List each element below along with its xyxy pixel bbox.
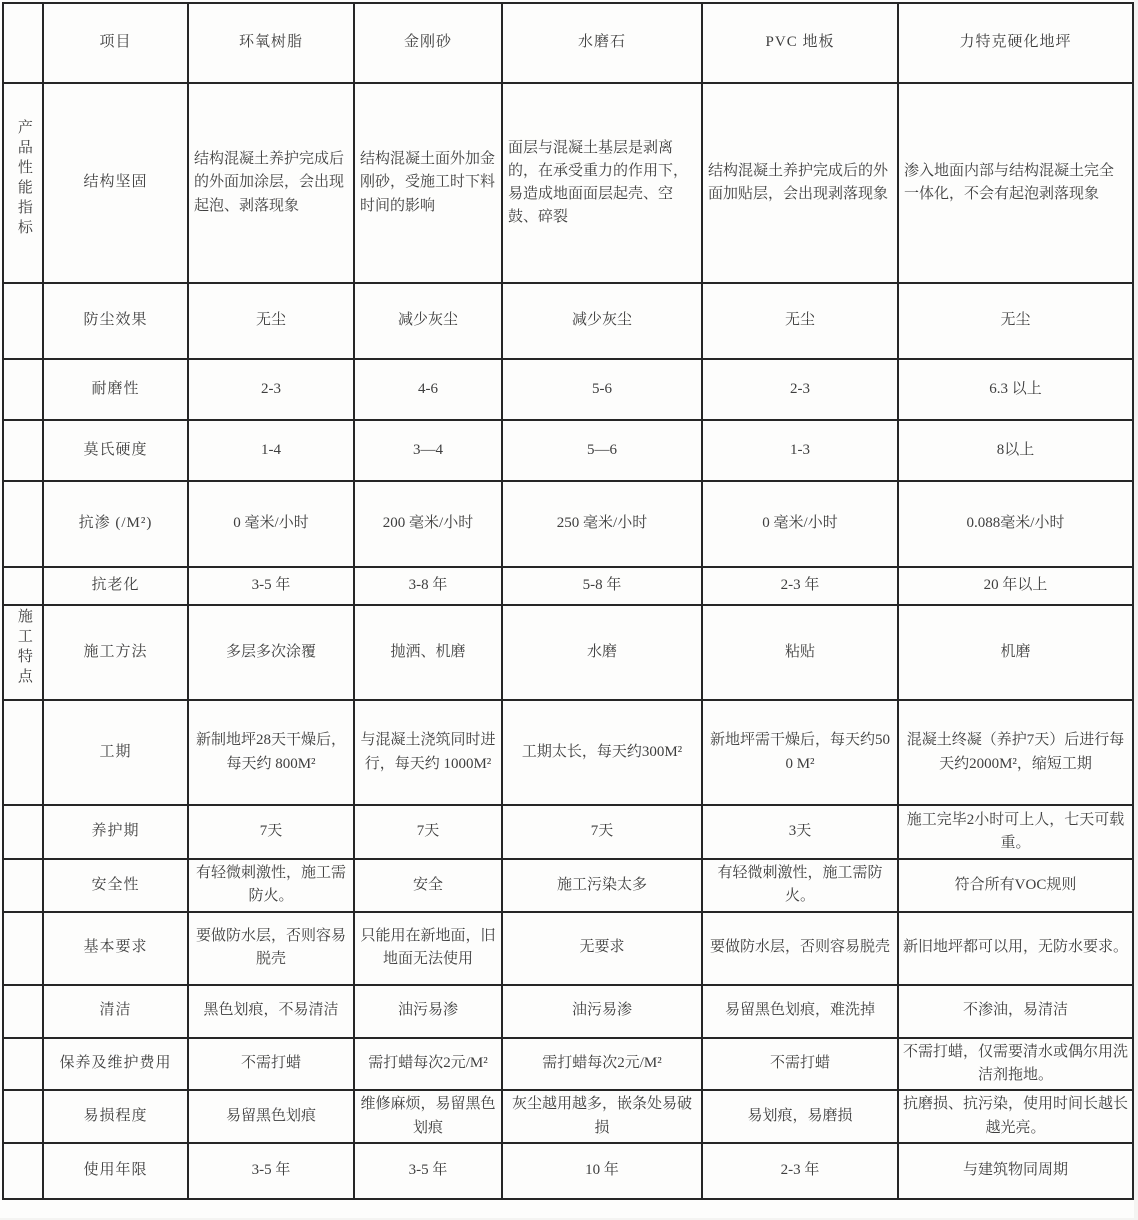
table-row [3, 1090, 1133, 1143]
table-cell: 无尘 [702, 283, 898, 359]
table-row [3, 859, 1133, 912]
table-cell: 结构混凝土面外加金刚砂，受施工时下料时间的影响 [354, 83, 502, 283]
table-cell: 维修麻烦，易留黑色划痕 [354, 1090, 502, 1143]
comparison-table [2, 2, 1134, 1200]
row-label: 使用年限 [43, 1143, 188, 1199]
table-cell: 0.088毫米/小时 [898, 481, 1133, 567]
row-group-label: 施工特点 [15, 608, 32, 689]
column-header: 环氧树脂 [188, 3, 354, 83]
table-row [3, 481, 1133, 567]
table-cell: 易划痕，易磨损 [702, 1090, 898, 1143]
table-cell: 水磨 [502, 605, 702, 700]
table-cell: 不需打蜡，仅需要清水或偶尔用洗洁剂拖地。 [898, 1038, 1133, 1091]
row-label: 安全性 [43, 859, 188, 912]
corner-cell [3, 3, 43, 83]
row-label: 养护期 [43, 805, 188, 859]
table-cell: 5-6 [502, 359, 702, 420]
table-cell: 无要求 [502, 912, 702, 985]
table-cell: 1-4 [188, 420, 354, 481]
table-cell: 不需打蜡 [188, 1038, 354, 1091]
table-cell: 要做防水层，否则容易脱壳 [188, 912, 354, 985]
row-group-cell [3, 283, 43, 359]
row-label: 抗老化 [43, 567, 188, 605]
header-row [3, 3, 1133, 83]
table-cell: 有轻微刺激性，施工需防火。 [188, 859, 354, 912]
row-group-cell [3, 83, 43, 283]
table-cell: 3-8 年 [354, 567, 502, 605]
table-cell: 5—6 [502, 420, 702, 481]
row-group-cell [3, 1090, 43, 1143]
row-group-label: 产品性能指标 [15, 118, 32, 239]
table-cell: 需打蜡每次2元/M² [502, 1038, 702, 1091]
row-group-cell [3, 567, 43, 605]
table-cell: 结构混凝土养护完成后的外面加贴层，会出现剥落现象 [702, 83, 898, 283]
table-cell: 6.3 以上 [898, 359, 1133, 420]
table-cell: 2-3 [702, 359, 898, 420]
table-cell: 符合所有VOC规则 [898, 859, 1133, 912]
row-label: 结构坚固 [43, 83, 188, 283]
table-row [3, 805, 1133, 859]
table-cell: 混凝土终凝（养护7天）后进行每天约2000M²，缩短工期 [898, 700, 1133, 805]
table-cell: 施工污染太多 [502, 859, 702, 912]
table-cell: 不渗油，易清洁 [898, 985, 1133, 1038]
table-cell: 3天 [702, 805, 898, 859]
table-row [3, 700, 1133, 805]
table-cell: 易留黑色划痕 [188, 1090, 354, 1143]
row-label: 防尘效果 [43, 283, 188, 359]
table-cell: 抗磨损、抗污染，使用时间长越长越光亮。 [898, 1090, 1133, 1143]
row-group-cell [3, 859, 43, 912]
row-group-cell [3, 420, 43, 481]
row-label: 莫氏硬度 [43, 420, 188, 481]
table-row [3, 83, 1133, 283]
table-cell: 0 毫米/小时 [702, 481, 898, 567]
table-cell: 无尘 [188, 283, 354, 359]
column-header: 水磨石 [502, 3, 702, 83]
table-body [3, 83, 1133, 1199]
table-cell: 抛洒、机磨 [354, 605, 502, 700]
table-cell: 减少灰尘 [502, 283, 702, 359]
table-cell: 1-3 [702, 420, 898, 481]
table-cell: 工期太长，每天约300M² [502, 700, 702, 805]
table-cell: 7天 [188, 805, 354, 859]
row-label: 耐磨性 [43, 359, 188, 420]
table-cell: 新地坪需干燥后，每天约500 M² [702, 700, 898, 805]
table-cell: 黑色划痕，不易清洁 [188, 985, 354, 1038]
row-group-cell [3, 359, 43, 420]
row-label: 抗渗 (/M²) [43, 481, 188, 567]
table-cell: 0 毫米/小时 [188, 481, 354, 567]
table-cell: 新旧地坪都可以用，无防水要求。 [898, 912, 1133, 985]
table-cell: 需打蜡每次2元/M² [354, 1038, 502, 1091]
row-label: 易损程度 [43, 1090, 188, 1143]
row-label: 施工方法 [43, 605, 188, 700]
column-header: 金刚砂 [354, 3, 502, 83]
table-cell: 只能用在新地面，旧地面无法使用 [354, 912, 502, 985]
table-cell: 20 年以上 [898, 567, 1133, 605]
table-cell: 2-3 年 [702, 567, 898, 605]
table-cell: 4-6 [354, 359, 502, 420]
table-cell: 2-3 [188, 359, 354, 420]
row-label: 保养及维护费用 [43, 1038, 188, 1091]
table-cell: 油污易渗 [502, 985, 702, 1038]
table-cell: 2-3 年 [702, 1143, 898, 1199]
table-cell: 3-5 年 [354, 1143, 502, 1199]
table-cell: 200 毫米/小时 [354, 481, 502, 567]
table-row [3, 359, 1133, 420]
table-cell: 与混凝土浇筑同时进行，每天约 1000M² [354, 700, 502, 805]
table-cell: 机磨 [898, 605, 1133, 700]
table-cell: 多层多次涂覆 [188, 605, 354, 700]
table-cell: 与建筑物同周期 [898, 1143, 1133, 1199]
table-cell: 无尘 [898, 283, 1133, 359]
row-group-cell [3, 1038, 43, 1091]
table-cell: 有轻微刺激性，施工需防火。 [702, 859, 898, 912]
table-cell: 5-8 年 [502, 567, 702, 605]
row-group-cell [3, 985, 43, 1038]
row-label: 清洁 [43, 985, 188, 1038]
table-cell: 新制地坪28天干燥后，每天约 800M² [188, 700, 354, 805]
table-cell: 3-5 年 [188, 567, 354, 605]
table-row [3, 283, 1133, 359]
table-row [3, 605, 1133, 700]
table-row [3, 420, 1133, 481]
table-cell: 8以上 [898, 420, 1133, 481]
column-header: PVC 地板 [702, 3, 898, 83]
column-header: 项目 [43, 3, 188, 83]
table-cell: 油污易渗 [354, 985, 502, 1038]
table-row [3, 985, 1133, 1038]
table-cell: 7天 [502, 805, 702, 859]
column-header: 力特克硬化地坪 [898, 3, 1133, 83]
table-cell: 250 毫米/小时 [502, 481, 702, 567]
row-group-cell [3, 481, 43, 567]
table-cell: 不需打蜡 [702, 1038, 898, 1091]
row-group-cell [3, 1143, 43, 1199]
row-group-cell [3, 912, 43, 985]
row-label: 工期 [43, 700, 188, 805]
table-cell: 安全 [354, 859, 502, 912]
table-cell: 易留黑色划痕，难洗掉 [702, 985, 898, 1038]
table-cell: 渗入地面内部与结构混凝土完全一体化，不会有起泡剥落现象 [898, 83, 1133, 283]
row-group-cell [3, 700, 43, 805]
table-cell: 3-5 年 [188, 1143, 354, 1199]
table-cell: 7天 [354, 805, 502, 859]
table-cell: 减少灰尘 [354, 283, 502, 359]
table-cell: 要做防水层，否则容易脱壳 [702, 912, 898, 985]
table-cell: 施工完毕2小时可上人，七天可载重。 [898, 805, 1133, 859]
table-cell: 3—4 [354, 420, 502, 481]
table-cell: 灰尘越用越多，嵌条处易破损 [502, 1090, 702, 1143]
table-header [3, 3, 1133, 83]
table-cell: 粘贴 [702, 605, 898, 700]
table-cell: 结构混凝土养护完成后的外面加涂层，会出现起泡、剥落现象 [188, 83, 354, 283]
table-row [3, 912, 1133, 985]
table-cell: 面层与混凝土基层是剥离的，在承受重力的作用下，易造成地面面层起壳、空鼓、碎裂 [502, 83, 702, 283]
table-row [3, 1143, 1133, 1199]
table-row [3, 1038, 1133, 1091]
table-cell: 10 年 [502, 1143, 702, 1199]
row-group-cell [3, 605, 43, 700]
table-row [3, 567, 1133, 605]
row-group-cell [3, 805, 43, 859]
row-label: 基本要求 [43, 912, 188, 985]
